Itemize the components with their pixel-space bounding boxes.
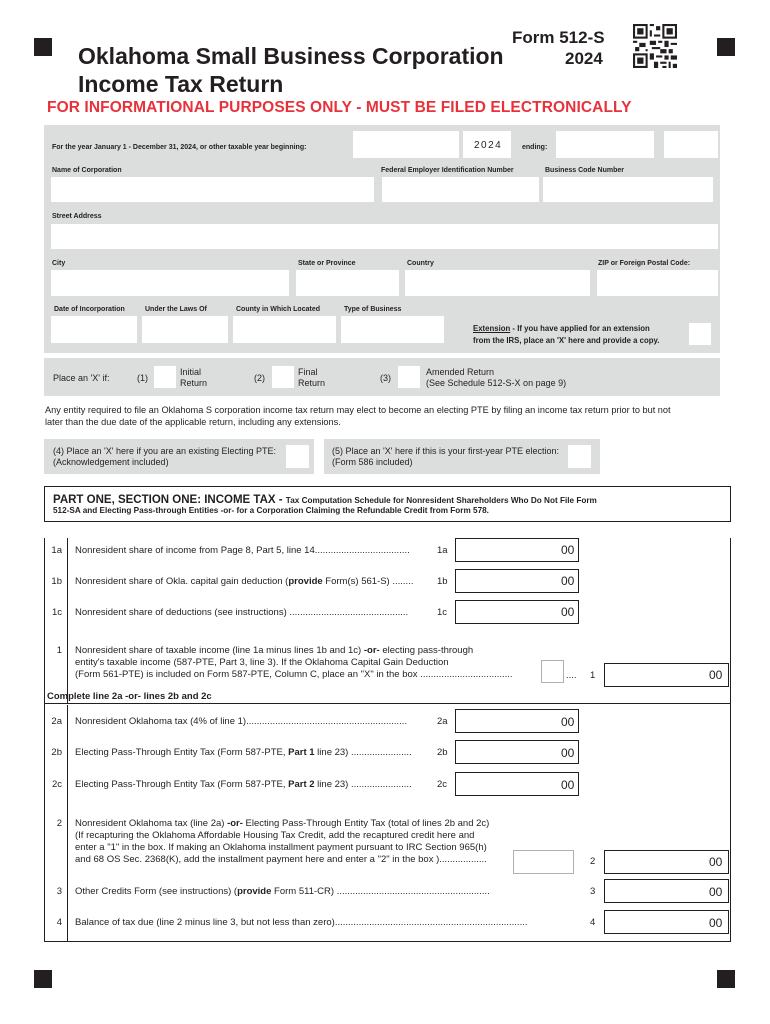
existing-pte-label-1: (4) Place an 'X' here if you are an existing Electing PTE: bbox=[53, 446, 277, 456]
line-2b-text-post: line 23) ....................... bbox=[314, 747, 412, 758]
final-return-label bbox=[298, 367, 325, 389]
line-1c-number: 1c bbox=[51, 607, 62, 618]
qr-code-icon bbox=[633, 24, 677, 68]
line-2b-text-pre: Electing Pass-Through Entity Tax (Form 587-PTE, bbox=[75, 747, 289, 758]
line-1-box-label: 1 bbox=[590, 670, 596, 681]
final-return-label-2: Return bbox=[298, 378, 326, 388]
line-1-text-3: (Form 561-PTE) is included on Form 587-PTE, Column C, place an "X" in the box ................................... bbox=[75, 669, 513, 680]
line-2a-box-label: 2a bbox=[437, 716, 448, 727]
line-4-number: 4 bbox=[56, 917, 62, 928]
line-2c-text-bold: Part 2 bbox=[288, 779, 315, 790]
place-x-label: Place an 'X' if: bbox=[53, 373, 110, 383]
initial-return-checkbox[interactable] bbox=[154, 366, 176, 388]
registration-mark-bottom-left bbox=[34, 970, 52, 988]
part-one-dash: - bbox=[275, 494, 286, 506]
part-one-desc-1: Tax Computation Schedule for Nonresident Shareholders Who Do Not File Form bbox=[285, 496, 597, 505]
line-3-text-bold: provide bbox=[237, 886, 272, 897]
zip-field[interactable] bbox=[597, 270, 718, 296]
type-of-business-field[interactable] bbox=[341, 316, 444, 343]
county-label: County in Which Located bbox=[236, 306, 320, 313]
line-2-number: 2 bbox=[56, 818, 62, 829]
line-1a-number: 1a bbox=[51, 545, 62, 556]
option-3-number: (3) bbox=[380, 373, 391, 383]
initial-return-label-1: Initial bbox=[180, 367, 202, 377]
line-1-cents: 00 bbox=[709, 668, 723, 682]
line-2c-cents: 00 bbox=[561, 778, 575, 792]
extension-text-1: - If you have applied for an extension bbox=[510, 324, 650, 333]
amended-return-checkbox[interactable] bbox=[398, 366, 420, 388]
line-3-text-pre: Other Credits Form (see instructions) ( bbox=[75, 886, 238, 897]
line-3-number: 3 bbox=[56, 886, 62, 897]
form-title-line1: Oklahoma Small Business Corporation bbox=[78, 43, 504, 69]
business-code-label: Business Code Number bbox=[545, 167, 624, 174]
line-3-box-label: 3 bbox=[590, 886, 596, 897]
line-2-text-2: (If recapturing the Oklahoma Affordable Housing Tax Credit, add the recaptured credit here and bbox=[75, 830, 475, 841]
county-field[interactable] bbox=[233, 316, 336, 343]
amended-return-label-2: (See Schedule 512-S-X on page 9) bbox=[426, 378, 567, 388]
line-2-recapture-code-field[interactable] bbox=[513, 850, 574, 874]
option-1-number: (1) bbox=[137, 373, 148, 383]
amended-return-label-1: Amended Return bbox=[426, 367, 495, 377]
line-3-text bbox=[75, 886, 490, 898]
line-2-text-4: and 68 OS Sec. 2368(K), add the installment payment here and enter a "2" in the box ).................. bbox=[75, 854, 487, 865]
business-code-field[interactable] bbox=[543, 177, 713, 202]
line-1b-number: 1b bbox=[51, 576, 62, 587]
line-2c-text-pre: Electing Pass-Through Entity Tax (Form 587-PTE, bbox=[75, 779, 289, 790]
capital-gain-checkbox[interactable] bbox=[541, 660, 564, 683]
zip-label: ZIP or Foreign Postal Code: bbox=[598, 260, 691, 267]
tax-year-value: 2024 bbox=[474, 140, 503, 151]
city-field[interactable] bbox=[51, 270, 289, 296]
line-2-text-1 bbox=[75, 818, 489, 830]
begin-date-field[interactable] bbox=[353, 131, 459, 158]
form-number: Form 512-S bbox=[512, 28, 605, 47]
city-label: City bbox=[52, 260, 66, 267]
state-field[interactable] bbox=[296, 270, 399, 296]
line-1a-cents: 00 bbox=[561, 543, 575, 557]
initial-return-label-2: Return bbox=[180, 378, 208, 388]
line-1c-cents: 00 bbox=[561, 605, 575, 619]
date-of-incorporation-field[interactable] bbox=[51, 316, 137, 343]
line-2-text-1-post: Electing Pass-Through Entity Tax (total of lines 2b and 2c) bbox=[242, 818, 490, 829]
line-number-divider-lower bbox=[67, 705, 68, 941]
line-3-cents: 00 bbox=[709, 885, 723, 899]
line-1b-cents: 00 bbox=[561, 574, 575, 588]
fein-field[interactable] bbox=[382, 177, 539, 202]
line-1-text-1 bbox=[75, 645, 513, 657]
registration-mark-bottom-right bbox=[717, 970, 735, 988]
country-label: Country bbox=[407, 260, 434, 267]
pte-notice-line2: later than the due date of the applicable return, including any extensions. bbox=[45, 417, 341, 427]
line-2-text-3: enter a "1" in the box. If making an Oklahoma installment payment pursuant to IRC Section 965(h) bbox=[75, 842, 487, 853]
line-1b-text-post: Form(s) 561-S) ........ bbox=[322, 576, 414, 587]
first-year-pte-label-2: (Form 586 included) bbox=[332, 457, 413, 467]
line-1-text-1-pre: Nonresident share of taxable income (line 1a minus lines 1b and 1c) bbox=[75, 645, 364, 656]
line-2c-text-post: line 23) ....................... bbox=[314, 779, 412, 790]
name-of-corporation-label: Name of Corporation bbox=[52, 167, 122, 174]
complete-line-2-separator bbox=[44, 703, 730, 704]
line-1b-text-pre: Nonresident share of Okla. capital gain deduction ( bbox=[75, 576, 289, 587]
line-1-text-1-bold: -or- bbox=[363, 645, 380, 656]
state-label: State or Province bbox=[298, 260, 356, 267]
line-1-text bbox=[75, 645, 513, 681]
line-4-box-label: 4 bbox=[590, 917, 596, 928]
form-year: 2024 bbox=[565, 49, 603, 68]
form-title-line2: Income Tax Return bbox=[78, 71, 284, 97]
line-2c-text bbox=[75, 779, 412, 791]
line-2b-text bbox=[75, 747, 412, 759]
line-2b-number: 2b bbox=[51, 747, 62, 758]
option-2-number: (2) bbox=[254, 373, 265, 383]
part-one-desc-2: 512-SA and Electing Pass-through Entities -or- for a Corporation Claiming the Refundable Credit from Form 578. bbox=[53, 506, 489, 515]
under-laws-of-label: Under the Laws Of bbox=[145, 306, 207, 313]
line-1c-text: Nonresident share of deductions (see instructions) ............................................. bbox=[75, 607, 409, 618]
initial-return-label bbox=[180, 367, 207, 389]
line-1-text-1-post: electing pass-through bbox=[379, 645, 474, 656]
existing-pte-label-2: (Acknowledgement included) bbox=[53, 457, 169, 467]
line-1a-text: Nonresident share of income from Page 8, Part 5, line 14.................................... bbox=[75, 545, 410, 556]
extension-checkbox[interactable] bbox=[689, 323, 711, 345]
amended-return-label bbox=[426, 367, 566, 389]
line-2a-cents: 00 bbox=[561, 715, 575, 729]
existing-pte-checkbox[interactable] bbox=[286, 445, 309, 468]
line-2-text bbox=[75, 818, 489, 866]
existing-pte-label bbox=[53, 446, 276, 468]
line-1-dots: .... bbox=[566, 670, 577, 681]
line-2-text-1-bold: -or- bbox=[227, 818, 243, 829]
line-2b-text-bold: Part 1 bbox=[288, 747, 315, 758]
end-year-field[interactable] bbox=[664, 131, 718, 158]
extension-link[interactable]: Extension bbox=[473, 324, 511, 333]
ending-label: ending: bbox=[522, 144, 548, 151]
form-title bbox=[78, 42, 504, 98]
line-2-cents: 00 bbox=[709, 855, 723, 869]
type-of-business-label: Type of Business bbox=[344, 306, 402, 313]
final-return-checkbox[interactable] bbox=[272, 366, 294, 388]
line-4-text: Balance of tax due (line 2 minus line 3, but not less than zero)......................................................................... bbox=[75, 917, 528, 928]
country-field[interactable] bbox=[405, 270, 590, 296]
end-date-field[interactable] bbox=[556, 131, 654, 158]
fein-label: Federal Employer Identification Number bbox=[381, 167, 514, 174]
first-year-pte-label-1: (5) Place an 'X' here if this is your first-year PTE election: bbox=[332, 446, 560, 456]
registration-mark-top-right bbox=[717, 38, 735, 56]
line-2b-box-label: 2b bbox=[437, 747, 448, 758]
extension-text-2: from the IRS, place an 'X' here and provide a copy. bbox=[473, 336, 660, 345]
final-return-label-1: Final bbox=[298, 367, 318, 377]
line-1b-text bbox=[75, 576, 413, 588]
line-2-text-1-pre: Nonresident Oklahoma tax (line 2a) bbox=[75, 818, 228, 829]
line-2c-number: 2c bbox=[51, 779, 62, 790]
line-2a-number: 2a bbox=[51, 716, 62, 727]
registration-mark-top-left bbox=[34, 38, 52, 56]
line-number-divider bbox=[67, 538, 68, 703]
street-address-field[interactable] bbox=[51, 224, 718, 249]
line-1-text-2: entity's taxable income (587-PTE, Part 3, line 3). If the Oklahoma Capital Gain Deduction bbox=[75, 657, 449, 668]
tax-year-label: For the year January 1 - December 31, 2024, or other taxable year beginning: bbox=[52, 144, 307, 151]
complete-line-2-label: Complete line 2a -or- lines 2b and 2c bbox=[47, 691, 212, 702]
line-1c-box-label: 1c bbox=[437, 607, 448, 618]
line-2-box-label: 2 bbox=[590, 856, 596, 867]
line-1b-box-label: 1b bbox=[437, 576, 448, 587]
line-1a-box-label: 1a bbox=[437, 545, 448, 556]
under-laws-of-field[interactable] bbox=[142, 316, 228, 343]
pte-notice-line1: Any entity required to file an Oklahoma S corporation income tax return may elect to become an electing PTE by filing an income tax return prior to but not bbox=[45, 405, 671, 415]
part-one-title: PART ONE, SECTION ONE: INCOME TAX bbox=[53, 494, 276, 506]
date-of-incorporation-label: Date of Incorporation bbox=[54, 306, 125, 313]
line-2b-cents: 00 bbox=[561, 746, 575, 760]
corporation-name-field[interactable] bbox=[51, 177, 374, 202]
extension-note bbox=[473, 323, 659, 347]
line-4-cents: 00 bbox=[709, 916, 723, 930]
line-2a-text: Nonresident Oklahoma tax (4% of line 1)............................................................. bbox=[75, 716, 408, 727]
pte-notice bbox=[45, 404, 725, 428]
line-1-number: 1 bbox=[56, 645, 62, 656]
informational-notice: FOR INFORMATIONAL PURPOSES ONLY - MUST BE FILED ELECTRONICALLY bbox=[47, 99, 632, 116]
line-2c-box-label: 2c bbox=[437, 779, 448, 790]
line-1b-text-bold: provide bbox=[288, 576, 323, 587]
line-3-text-post: Form 511-CR) .......................................................... bbox=[271, 886, 490, 897]
first-year-pte-checkbox[interactable] bbox=[568, 445, 591, 468]
street-address-label: Street Address bbox=[52, 213, 102, 220]
first-year-pte-label bbox=[332, 446, 559, 468]
